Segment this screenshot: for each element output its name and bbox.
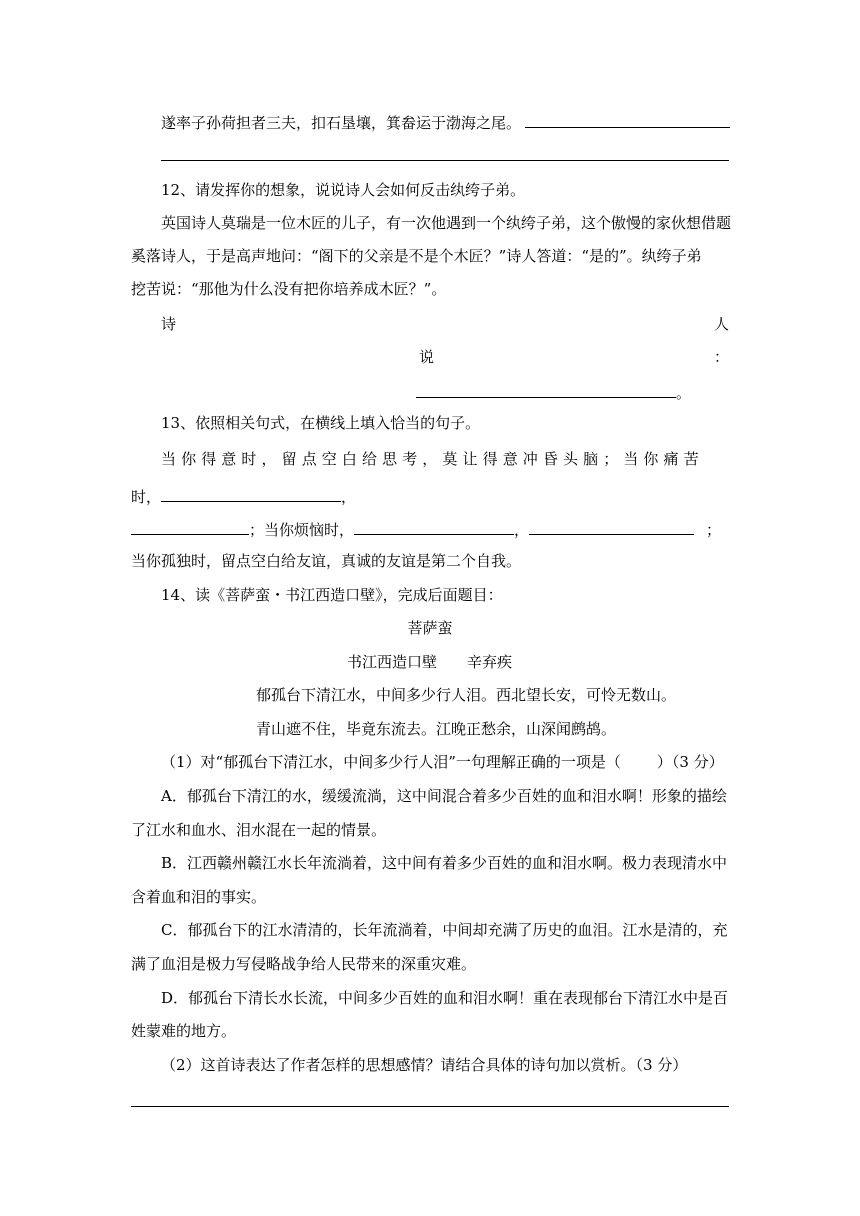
q12-paragraph-line-3: 挖苦说：“那他为什么没有把你培养成木匠？”。: [131, 280, 447, 298]
option-c-line-2: 满了血泪是极力写侵略战争给人民带来的深重灾难。: [131, 955, 477, 973]
q13-title: 13、依照相关句式，在横线上填入恰当的句子。: [161, 414, 481, 432]
q14-title: 14、读《菩萨蛮・书江西造口壁》，完成后面题目：: [161, 586, 503, 604]
option-b-line-2: 含着血和泪的事实。: [131, 888, 267, 906]
q14-sub1-question: [161, 752, 724, 772]
q13-comma: ，: [514, 521, 530, 539]
option-d-line-1: D．郁孤台下清长水长流，中间多少百姓的血和泪水啊！重在表现郁台下清江水中是百: [161, 989, 729, 1007]
poem-subtitle-line: [347, 652, 512, 672]
q12-answer-line-3: [416, 380, 691, 400]
option-c-line-1: C．郁孤台下的江水清清的，长年流淌着，中间却充满了历史的血泪。江水是清的，充: [161, 921, 728, 939]
q13-line-3: [131, 517, 721, 537]
q12-answer-line-2: [419, 347, 729, 367]
option-d-line-2: 姓蒙难的地方。: [131, 1022, 237, 1040]
q14-sub2-answer-line[interactable]: [131, 1106, 729, 1107]
q11-sentence: 遂率子孙荷担者三夫，扣石垦壤，箕畚运于渤海之尾。: [161, 114, 522, 132]
q12-paragraph-line-2: 奚落诗人，于是高声地问：“阁下的父亲是不是个木匠？”诗人答道：“是的”。纨绔子弟: [131, 247, 702, 265]
q11-text-line: [161, 110, 730, 130]
q13-line-1: 当你得意时，留点空白给思考，莫让得意冲昏头脑；当你痛苦: [161, 450, 704, 468]
q12-answer-blank[interactable]: [416, 380, 676, 398]
q11-answer-blank[interactable]: [525, 110, 730, 128]
q13-line-4: 当你孤独时，留点空白给友谊，真诚的友谊是第二个自我。: [131, 552, 522, 570]
poem-line-1: 郁孤台下清江水，中间多少行人泪。西北望长安，可怜无数山。: [256, 686, 677, 704]
q13-prefix: 时，: [131, 488, 162, 506]
q13-text-mid: ；当你烦恼时，: [249, 521, 355, 539]
q12-title: 12、请发挥你的想象，说说诗人会如何反击纨绔子弟。: [161, 181, 526, 199]
q12-answer-line-1: [161, 314, 729, 334]
option-a-line-2: 了江水和血水、泪水混在一起的情景。: [131, 821, 387, 839]
q12-paragraph-line-1: 英国诗人莫瑞是一位木匠的儿子，有一次他遇到一个纨绔子弟，这个傲慢的家伙想借题: [161, 214, 732, 232]
q12-answer-end: 。: [676, 384, 692, 402]
q13-blank-2[interactable]: [131, 517, 249, 535]
option-b-line-1: B．江西赣州赣江水长年流淌着，这中间有着多少百姓的血和泪水啊。极力表现清水中: [161, 854, 728, 872]
q12-answer-char: 人: [713, 315, 729, 333]
q12-answer-char: 说: [419, 348, 435, 366]
q12-answer-char: ：: [713, 348, 729, 366]
q13-line-2: [131, 484, 356, 504]
option-a-line-1: A．郁孤台下清江的水，缓缓流淌，这中间混合着多少百姓的血和泪水啊！形象的描绘: [161, 787, 727, 805]
q13-semicolon: ；: [706, 521, 722, 539]
poem-line-2: 青山遮不住，毕竟东流去。江晚正愁余，山深闻鹧鸪。: [256, 720, 617, 738]
q14-sub1-question-text: （1）对“郁孤台下清江水，中间多少行人泪”一句理解正确的一项是（: [161, 753, 621, 771]
q14-sub1-score: ）（3 分）: [656, 753, 724, 771]
q11-answer-line[interactable]: [161, 160, 729, 161]
q13-blank-3[interactable]: [354, 517, 514, 535]
poem-subtitle: 书江西造口壁: [347, 653, 438, 671]
q13-blank-4[interactable]: [529, 517, 694, 535]
q13-blank-1[interactable]: [161, 484, 341, 502]
poem-author: 辛弃疾: [467, 653, 513, 671]
poem-title: 菩萨蛮: [407, 619, 453, 637]
q14-sub2-question: （2）这首诗表达了作者怎样的思想感情？请结合具体的诗句加以赏析。（3 分）: [161, 1056, 688, 1074]
q13-comma: ，: [341, 488, 357, 506]
q12-answer-char: 诗: [161, 315, 177, 333]
